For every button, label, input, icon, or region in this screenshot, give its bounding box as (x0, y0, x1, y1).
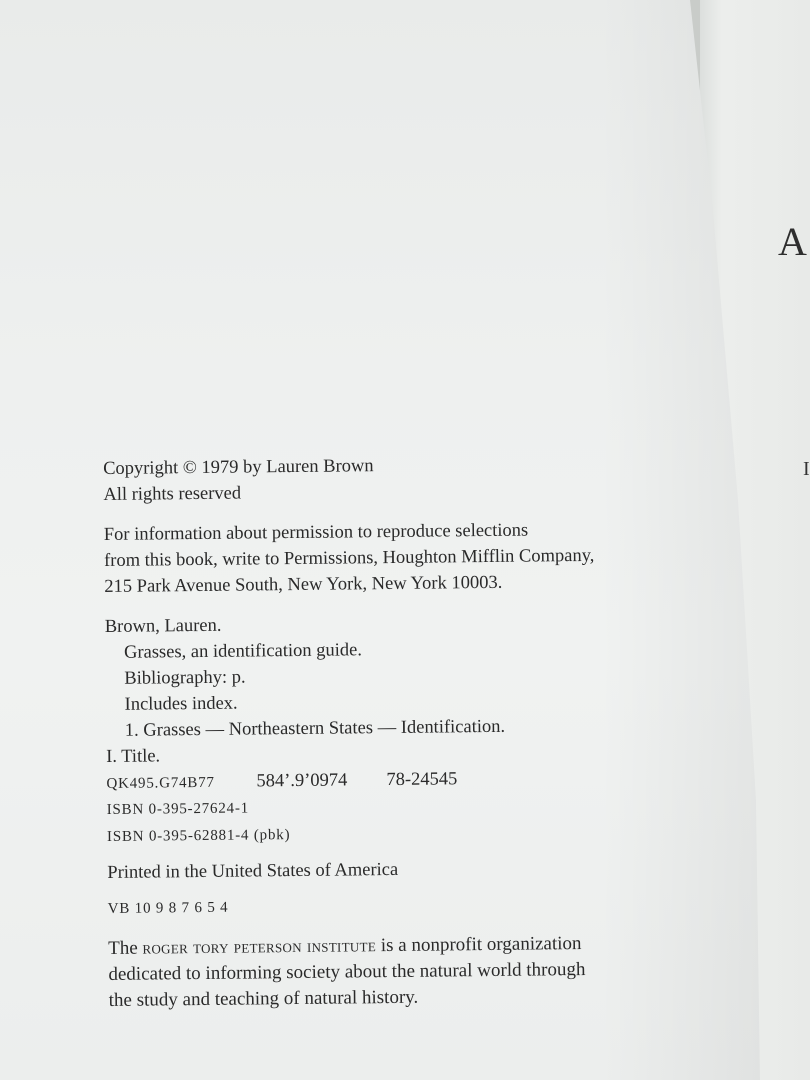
adjacent-page-letter: A (778, 219, 807, 264)
printed-line: Printed in the United States of America (107, 859, 399, 883)
institute-line-1-suffix: is a nonprofit organization (375, 933, 582, 957)
cataloging-index: Includes index. (124, 693, 238, 715)
adjacent-page-mark: I (803, 458, 810, 480)
institute-prefix: The (108, 937, 143, 959)
cataloging-title-heading: I. Title. (106, 746, 161, 767)
institute-line-3: the study and teaching of natural history. (108, 986, 419, 1011)
institute-name: roger tory peterson institute (142, 935, 377, 959)
permissions-line-3: 215 Park Avenue South, New York, New York 10003. (104, 572, 503, 597)
dewey-number: 584’.9’0974 (256, 770, 348, 792)
copyright-line: Copyright © 1979 by Lauren Brown (103, 456, 374, 479)
cataloging-subject: 1. Grasses — Northeastern States — Identification. (124, 716, 506, 741)
cataloging-author: Brown, Lauren. (104, 615, 222, 637)
isbn-hardcover: ISBN 0-395-27624-1 (106, 800, 250, 818)
print-line: VB 10 9 8 7 6 5 4 (107, 899, 229, 917)
permissions-line-2: from this book, write to Permissions, Houghton Mifflin Company, (103, 545, 595, 571)
lccn-number: 78-24545 (386, 769, 458, 791)
rights-line: All rights reserved (103, 483, 242, 505)
cataloging-title: Grasses, an identification guide. (123, 640, 363, 663)
permissions-line-1: For information about permission to reproduce selections (103, 520, 529, 545)
copyright-block (103, 450, 709, 1014)
call-number: QK495.G74B77 (106, 774, 215, 792)
institute-line-2: dedicated to informing society about the natural world through (108, 958, 586, 985)
cataloging-bibliography: Bibliography: p. (124, 667, 246, 689)
isbn-paperback-text: ISBN 0-395-62881-4 (pbk) (106, 827, 291, 845)
